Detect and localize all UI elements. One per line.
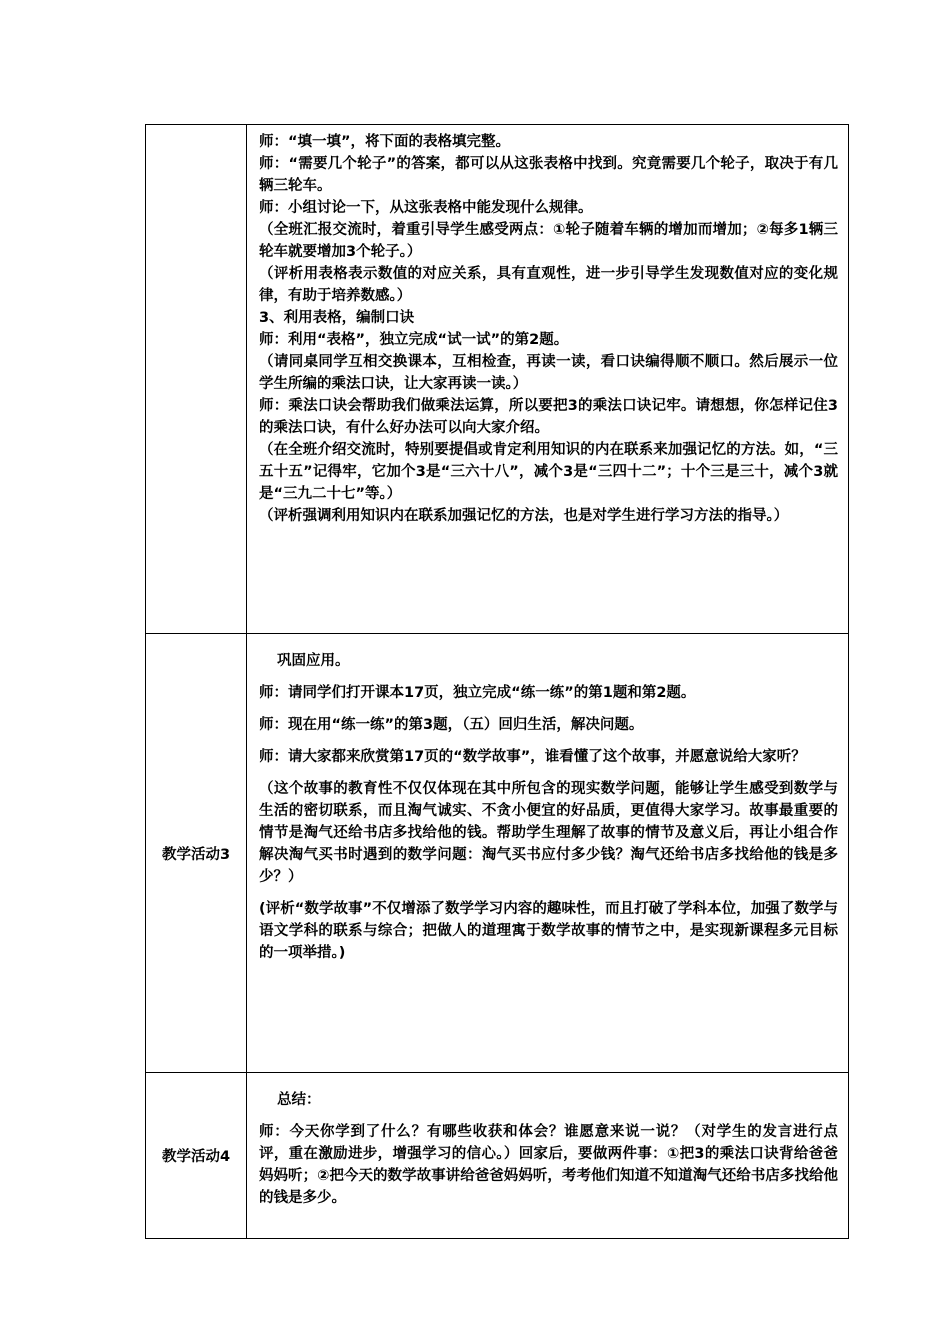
table-row — [146, 125, 849, 634]
paragraph: 师：“填一填”，将下面的表格填完整。 — [259, 134, 511, 150]
row-label: 教学活动4 — [146, 1073, 247, 1239]
paragraph: （全班汇报交流时，着重引导学生感受两点：①轮子随着车辆的增加而增加；②每多1辆三轮车就要增加3个轮子。） — [259, 222, 838, 260]
paragraph: 师：“需要几个轮子”的答案，都可以从这张表格中找到。究竟需要几个轮子，取决于有几辆三轮车。 — [259, 156, 838, 194]
paragraph: （请同桌同学互相交换课本，互相检查，再读一读，看口诀编得顺不顺口。然后展示一位学生所编的乘法口诀，让大家再读一读。） — [259, 354, 838, 392]
paragraph: 师：乘法口诀会帮助我们做乘法运算，所以要把3的乘法口诀记牢。请想想，你怎样记住3的乘法口诀，有什么好办法可以向大家介绍。 — [259, 398, 838, 436]
lesson-plan-table — [145, 124, 849, 1239]
paragraph: 师：现在用“练一练”的第3题，（五）回归生活，解决问题。 — [259, 717, 644, 733]
row-label — [146, 125, 247, 634]
row-content — [247, 634, 849, 1073]
paragraph: 3、利用表格，编制口诀 — [259, 310, 415, 326]
row-content — [247, 1073, 849, 1239]
paragraph: (评析“数学故事”不仅增添了数学学习内容的趣味性，而且打破了学科本位，加强了数学与语文学科的联系与综合；把做人的道理寓于数学故事的情节之中，是实现新课程多元目标的一项举措。) — [259, 901, 838, 961]
row-label: 教学活动3 — [146, 634, 247, 1073]
table-row — [146, 1073, 849, 1239]
row-content — [247, 125, 849, 634]
paragraph: 总结： — [277, 1092, 321, 1108]
paragraph: （评析用表格表示数值的对应关系，具有直观性，进一步引导学生发现数值对应的变化规律，有助于培养数感。） — [259, 266, 838, 304]
paragraph: 师：请大家都来欣赏第17页的“数学故事”，谁看懂了这个故事，并愿意说给大家听？ — [259, 749, 806, 765]
paragraph: 巩固应用。 — [277, 653, 350, 669]
paragraph: （在全班介绍交流时，特别要提倡或肯定利用知识的内在联系来加强记忆的方法。如，“三五十五”记得牢，它加个3是“三六十八”，减个3是“三四十二”；十个三是三十，减个3就是“三九二十七”等。） — [259, 442, 838, 502]
paragraph: 师：请同学们打开课本17页，独立完成“练一练”的第1题和第2题。 — [259, 685, 696, 701]
paragraph: 师：今天你学到了什么？有哪些收获和体会？谁愿意来说一说？（对学生的发言进行点评，重在激励进步，增强学习的信心。）回家后，要做两件事：①把3的乘法口诀背给爸爸妈妈听；②把今天的数学故事讲给爸爸妈妈听，考考他们知道不知道淘气还给书店多找给他的钱是多少。 — [259, 1124, 838, 1206]
paragraph: （评析强调利用知识内在联系加强记忆的方法，也是对学生进行学习方法的指导。） — [259, 508, 789, 524]
paragraph: （这个故事的教育性不仅仅体现在其中所包含的现实数学问题，能够让学生感受到数学与生活的密切联系，而且淘气诚实、不贪小便宜的好品质，更值得大家学习。故事最重要的情节是淘气还给书店多找给他的钱。帮助学生理解了故事的情节及意义后，再让小组合作解决淘气买书时遇到的数学问题：淘气买书应付多少钱？淘气还给书店多找给他的钱是多少？） — [259, 781, 838, 885]
paragraph: 师：小组讨论一下，从这张表格中能发现什么规律。 — [259, 200, 593, 216]
paragraph: 师：利用“表格”，独立完成“试一试”的第2题。 — [259, 332, 569, 348]
table-row — [146, 634, 849, 1073]
